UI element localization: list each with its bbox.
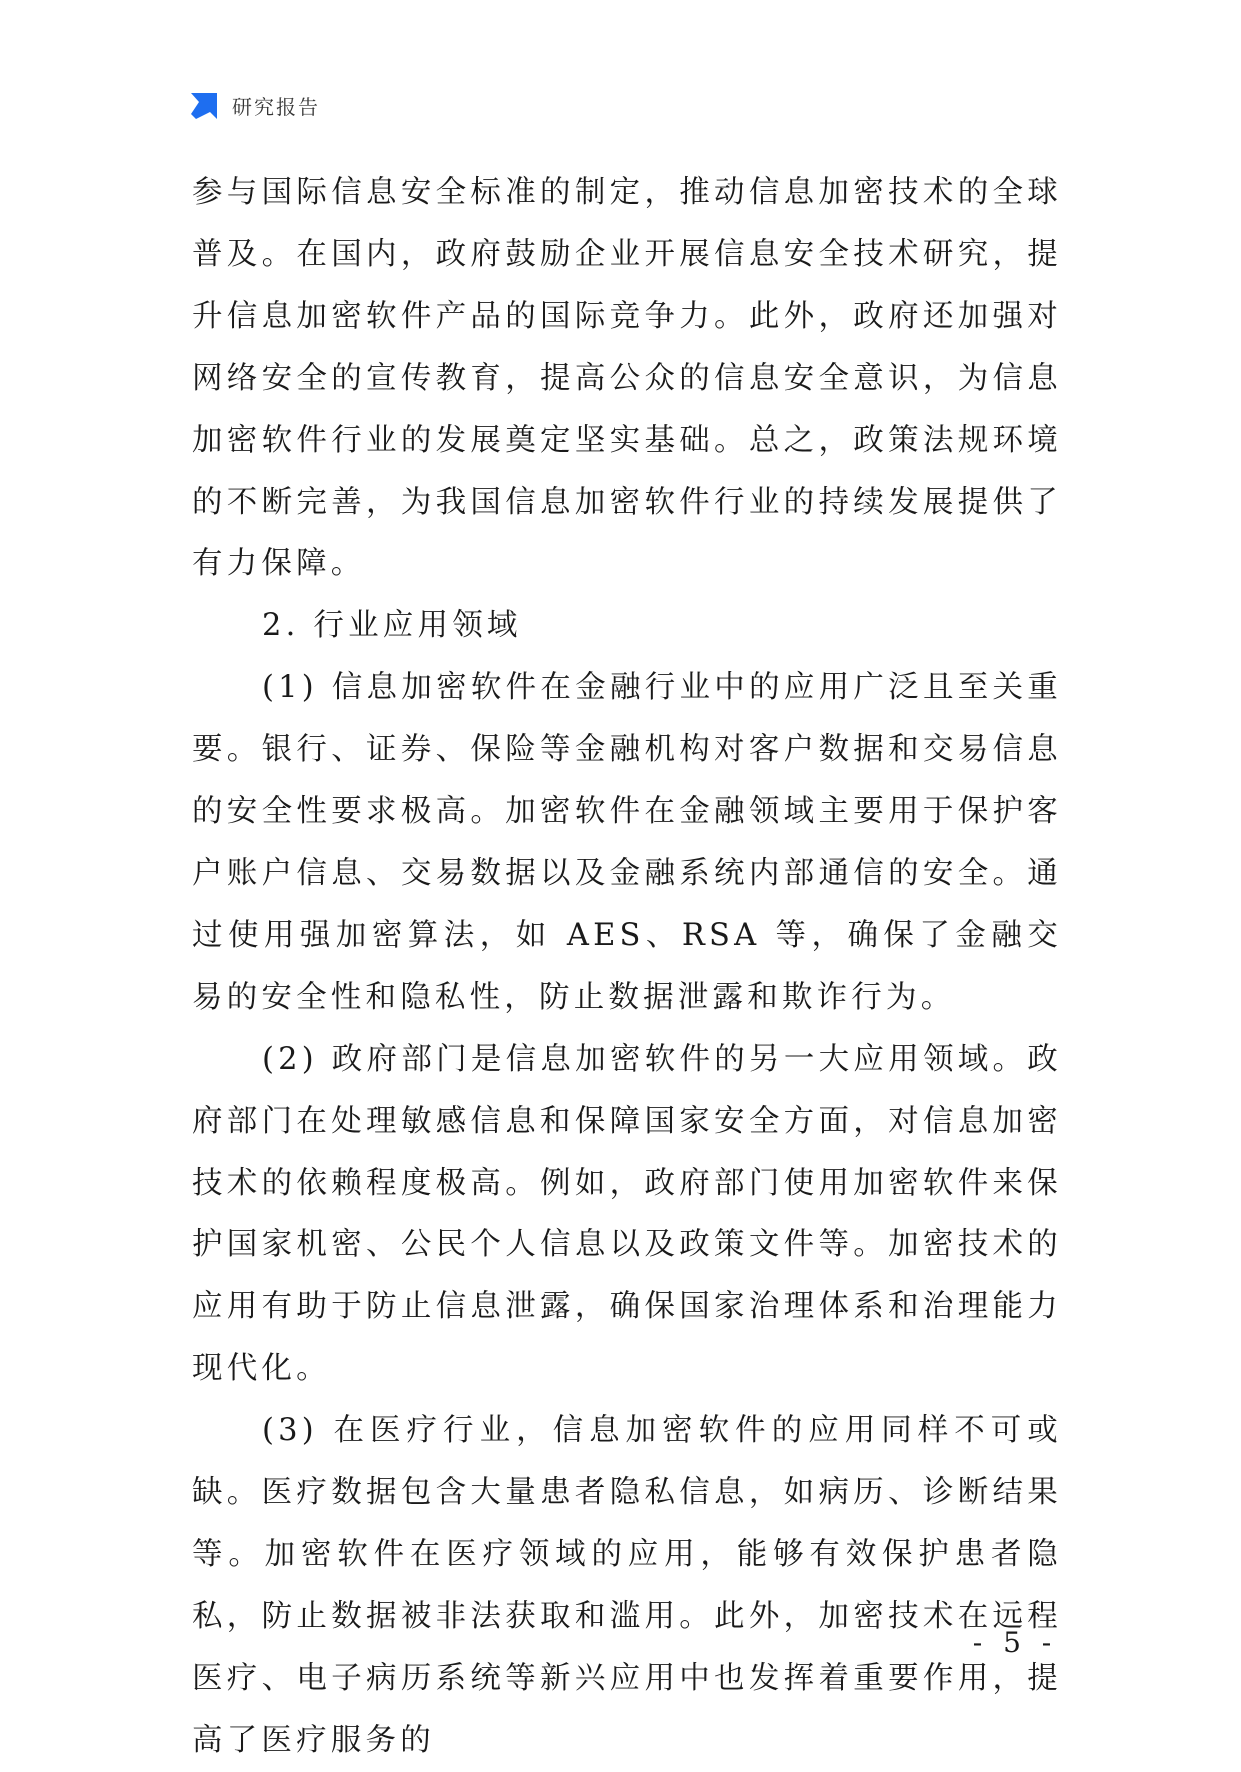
- header-title: 研究报告: [232, 94, 320, 119]
- page-number: - 5 -: [972, 1626, 1058, 1659]
- arrow-up-right-icon: [188, 88, 222, 122]
- section-heading: 2. 行业应用领域: [262, 608, 522, 644]
- paragraph-finance: (1) 信息加密软件在金融行业中的应用广泛且至关重要。银行、证券、保险等金融机构对客户数据和交易信息的安全性要求极高。加密软件在金融领域主要用于保护客户账户信息、交易数据以及金融系统内部通信的安全。通过使用强加密算法，如 AES、RSA 等，确保了金融交易的安全性和隐私性，防止数据泄露和欺诈行为。: [192, 670, 1062, 1015]
- paragraph-continuation: 参与国际信息安全标准的制定，推动信息加密技术的全球普及。在国内，政府鼓励企业开展信息安全技术研究，提升信息加密软件产品的国际竞争力。此外，政府还加强对网络安全的宣传教育，提高公众的信息安全意识，为信息加密软件行业的发展奠定坚实基础。总之，政策法规环境的不断完善，为我国信息加密软件行业的持续发展提供了有力保障。: [192, 175, 1062, 582]
- document-body: [192, 162, 1062, 1772]
- paragraph-government: (2) 政府部门是信息加密软件的另一大应用领域。政府部门在处理敏感信息和保障国家安全方面，对信息加密技术的依赖程度极高。例如，政府部门使用加密软件来保护国家机密、公民个人信息以及政策文件等。加密技术的应用有助于防止信息泄露，确保国家治理体系和治理能力现代化。: [192, 1041, 1062, 1387]
- paragraph-medical: (3) 在医疗行业，信息加密软件的应用同样不可或缺。医疗数据包含大量患者隐私信息，如病历、诊断结果等。加密软件在医疗领域的应用，能够有效保护患者隐私，防止数据被非法获取和滥用。此外，加密技术在远程医疗、电子病历系统等新兴应用中也发挥着重要作用，提高了医疗服务的: [192, 1413, 1062, 1758]
- page-header: [188, 88, 320, 122]
